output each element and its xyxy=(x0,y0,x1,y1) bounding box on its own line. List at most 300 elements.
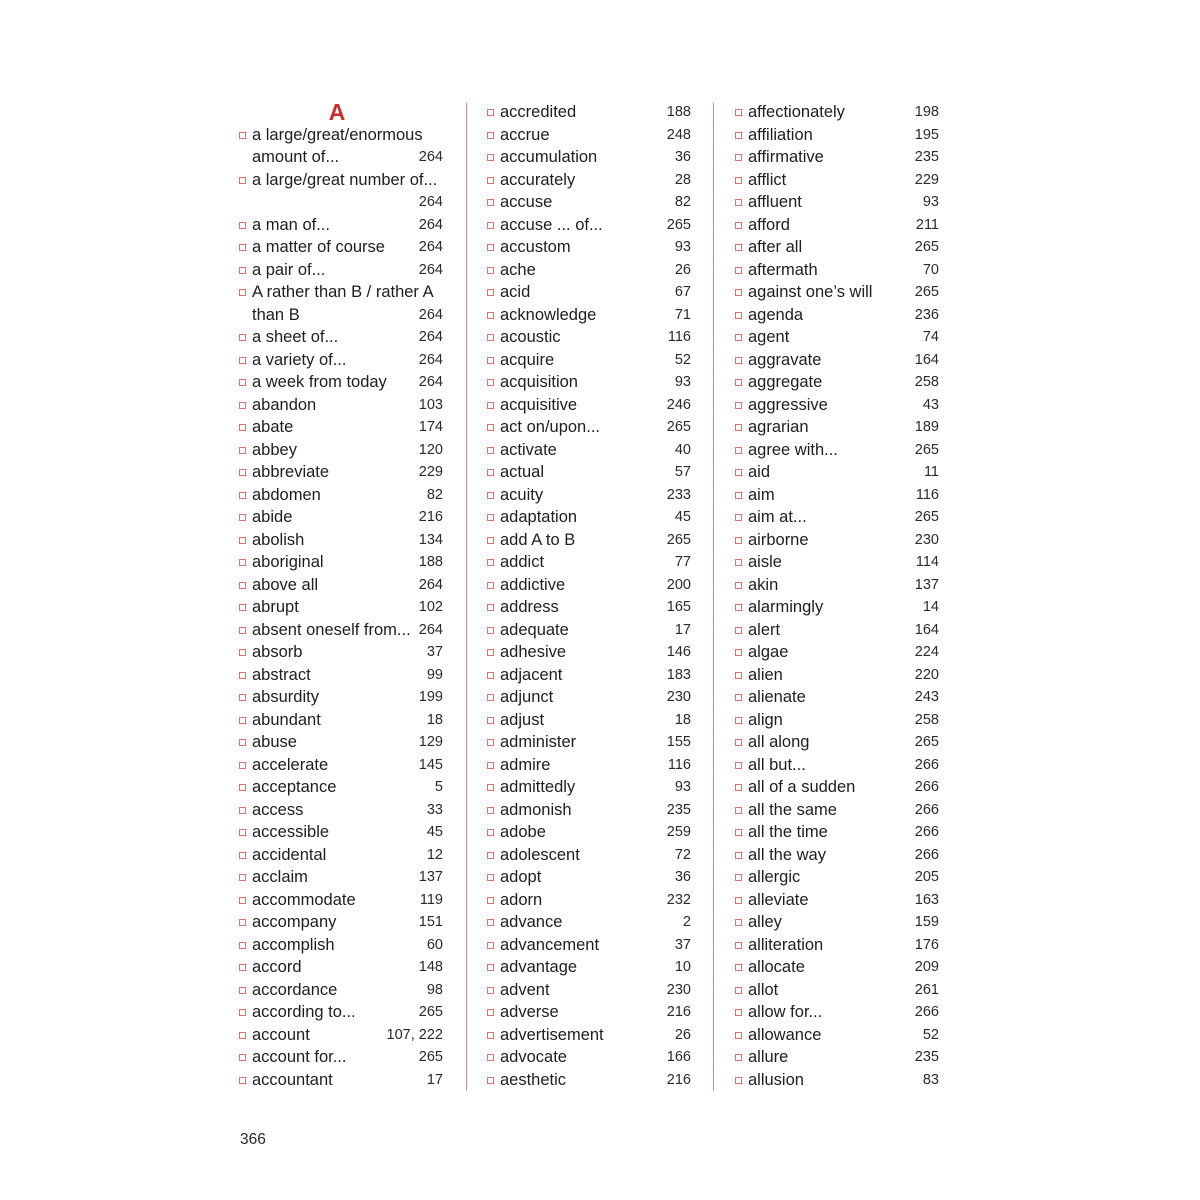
entry-term: abide xyxy=(252,508,293,526)
index-entry xyxy=(735,844,939,867)
checkbox-icon[interactable] xyxy=(239,244,246,251)
checkbox-icon[interactable] xyxy=(487,694,494,701)
entry-term: abbey xyxy=(252,440,297,459)
checkbox-icon[interactable] xyxy=(487,447,494,454)
entry-term: accelerate xyxy=(252,755,329,774)
index-entry xyxy=(239,709,443,732)
entry-page-number: 199 xyxy=(418,689,443,705)
entry-term: airborne xyxy=(748,530,809,549)
index-column-2 xyxy=(487,101,691,1091)
checkbox-icon[interactable] xyxy=(239,402,246,409)
checkbox-icon[interactable] xyxy=(487,424,494,431)
entry-term: allot xyxy=(748,980,779,999)
checkbox-icon[interactable] xyxy=(735,627,742,634)
checkbox-icon[interactable] xyxy=(735,154,742,161)
checkbox-icon[interactable] xyxy=(487,897,494,904)
checkbox-icon[interactable] xyxy=(487,357,494,364)
checkbox-icon[interactable] xyxy=(239,1077,246,1084)
entry-term: absorb xyxy=(252,643,303,661)
checkbox-icon[interactable] xyxy=(735,874,742,881)
entry-page-number: 164 xyxy=(914,621,939,638)
index-entry xyxy=(487,214,691,237)
checkbox-icon[interactable] xyxy=(735,807,742,814)
checkbox-icon[interactable] xyxy=(239,1054,246,1061)
entry-term: aboriginal xyxy=(252,553,324,571)
checkbox-icon[interactable] xyxy=(239,424,246,431)
checkbox-icon[interactable] xyxy=(735,177,742,184)
index-entry xyxy=(487,326,691,349)
index-entry xyxy=(735,911,939,934)
checkbox-icon[interactable] xyxy=(735,784,742,791)
entry-page-number: 264 xyxy=(418,576,443,593)
entry-term: alienate xyxy=(748,688,806,706)
checkbox-icon[interactable] xyxy=(239,897,246,904)
index-entry xyxy=(239,484,443,507)
index-entry xyxy=(487,1046,691,1069)
index-entry xyxy=(735,641,939,664)
entry-page-number: 264 xyxy=(418,261,443,278)
entry-term: after all xyxy=(748,238,803,256)
entry-term: accomplish xyxy=(252,935,335,954)
entry-term: absent oneself from... xyxy=(252,620,411,639)
checkbox-icon[interactable] xyxy=(239,672,246,679)
checkbox-icon[interactable] xyxy=(487,829,494,836)
entry-term: accommodate xyxy=(252,890,356,909)
checkbox-icon[interactable] xyxy=(239,919,246,926)
checkbox-icon[interactable] xyxy=(487,154,494,161)
checkbox-icon[interactable] xyxy=(487,649,494,656)
index-entry xyxy=(487,911,691,934)
entry-page-number: 14 xyxy=(922,599,939,615)
entry-term: advertisement xyxy=(500,1025,604,1044)
checkbox-icon[interactable] xyxy=(239,717,246,724)
index-entry xyxy=(487,574,691,597)
checkbox-icon[interactable] xyxy=(487,514,494,521)
checkbox-icon[interactable] xyxy=(487,987,494,994)
checkbox-icon[interactable] xyxy=(735,559,742,566)
entry-term: a week from today xyxy=(252,373,387,391)
index-entry xyxy=(735,686,939,709)
entry-page-number: 235 xyxy=(666,801,691,818)
index-entry xyxy=(487,866,691,889)
checkbox-icon[interactable] xyxy=(735,289,742,296)
checkbox-icon[interactable] xyxy=(239,447,246,454)
entry-page-number: 236 xyxy=(914,306,939,323)
index-entry xyxy=(487,259,691,282)
entry-term: aggregate xyxy=(748,373,823,391)
index-entry xyxy=(239,596,443,619)
index-entry xyxy=(735,821,939,844)
entry-term: aggravate xyxy=(748,350,822,369)
checkbox-icon[interactable] xyxy=(735,1009,742,1016)
entry-page-number: 33 xyxy=(426,801,443,818)
checkbox-icon[interactable] xyxy=(735,312,742,319)
index-entry xyxy=(239,821,443,844)
checkbox-icon[interactable] xyxy=(487,1077,494,1084)
entry-term: against one’s will xyxy=(748,283,873,301)
checkbox-icon[interactable] xyxy=(239,829,246,836)
checkbox-icon[interactable] xyxy=(239,807,246,814)
index-entry xyxy=(487,191,691,214)
index-entry xyxy=(735,461,939,484)
checkbox-icon[interactable] xyxy=(239,222,246,229)
checkbox-icon[interactable] xyxy=(239,469,246,476)
entry-term: adaptation xyxy=(500,508,578,526)
checkbox-icon[interactable] xyxy=(487,852,494,859)
checkbox-icon[interactable] xyxy=(239,1009,246,1016)
index-entry xyxy=(487,596,691,619)
entry-page-number: 265 xyxy=(914,734,939,750)
index-entry xyxy=(735,281,939,304)
entry-page-number: 151 xyxy=(418,914,443,930)
index-entry xyxy=(735,1046,939,1069)
entry-page-number: 266 xyxy=(914,756,939,773)
index-entry xyxy=(487,1024,691,1047)
checkbox-icon[interactable] xyxy=(239,739,246,746)
index-entry xyxy=(487,281,691,304)
checkbox-icon[interactable] xyxy=(487,402,494,409)
entry-page-number: 248 xyxy=(666,126,691,143)
entry-term: acoustic xyxy=(500,328,561,346)
entry-page-number: 26 xyxy=(674,1026,691,1043)
index-entry xyxy=(239,506,443,529)
checkbox-icon[interactable] xyxy=(735,469,742,476)
entry-term: admonish xyxy=(500,800,572,819)
checkbox-icon[interactable] xyxy=(239,874,246,881)
entry-page-number: 220 xyxy=(914,666,939,683)
checkbox-icon[interactable] xyxy=(735,694,742,701)
entry-page-number: 229 xyxy=(914,171,939,188)
checkbox-icon[interactable] xyxy=(239,559,246,566)
index-entry xyxy=(239,776,443,799)
checkbox-icon[interactable] xyxy=(239,582,246,589)
checkbox-icon[interactable] xyxy=(735,739,742,746)
entry-term: acquisitive xyxy=(500,395,578,414)
checkbox-icon[interactable] xyxy=(239,852,246,859)
checkbox-icon[interactable] xyxy=(735,244,742,251)
entry-page-number: 134 xyxy=(418,531,443,548)
entry-term: addictive xyxy=(500,575,566,594)
checkbox-icon[interactable] xyxy=(487,199,494,206)
checkbox-icon[interactable] xyxy=(487,672,494,679)
checkbox-icon[interactable] xyxy=(239,537,246,544)
entry-term: abate xyxy=(252,418,294,436)
checkbox-icon[interactable] xyxy=(487,1054,494,1061)
entry-term: a sheet of... xyxy=(252,328,339,346)
entry-page-number: 258 xyxy=(914,711,939,728)
entry-page-number: 18 xyxy=(426,711,443,728)
checkbox-icon[interactable] xyxy=(735,109,742,116)
entry-term: accordance xyxy=(252,980,338,999)
checkbox-icon[interactable] xyxy=(487,492,494,499)
checkbox-icon[interactable] xyxy=(487,739,494,746)
index-entry xyxy=(239,326,443,349)
checkbox-icon[interactable] xyxy=(487,379,494,386)
index-entry xyxy=(239,619,443,642)
entry-term: advent xyxy=(500,980,550,999)
checkbox-icon[interactable] xyxy=(735,447,742,454)
entry-term: adjust xyxy=(500,710,545,729)
entry-page-number: 266 xyxy=(914,801,939,818)
checkbox-icon[interactable] xyxy=(487,784,494,791)
entry-page-number: 235 xyxy=(914,149,939,165)
entry-term: alley xyxy=(748,913,782,931)
entry-term: adhesive xyxy=(500,643,567,661)
checkbox-icon[interactable] xyxy=(487,177,494,184)
checkbox-icon[interactable] xyxy=(487,1032,494,1039)
index-entry xyxy=(735,664,939,687)
checkbox-icon[interactable] xyxy=(487,627,494,634)
checkbox-icon[interactable] xyxy=(735,357,742,364)
index-entry xyxy=(735,754,939,777)
index-entry xyxy=(735,101,939,124)
entry-page-number: 265 xyxy=(418,1004,443,1020)
checkbox-icon[interactable] xyxy=(239,694,246,701)
entry-term: aesthetic xyxy=(500,1070,567,1089)
index-entry xyxy=(487,484,691,507)
checkbox-icon[interactable] xyxy=(487,762,494,769)
entry-page-number: 159 xyxy=(914,914,939,930)
checkbox-icon[interactable] xyxy=(239,784,246,791)
index-entry xyxy=(239,1001,443,1024)
checkbox-icon[interactable] xyxy=(239,132,246,139)
checkbox-icon[interactable] xyxy=(735,514,742,521)
entry-page-number: 264 xyxy=(418,329,443,345)
entry-page-number: 259 xyxy=(666,824,691,840)
index-entry xyxy=(735,1069,939,1092)
entry-page-number: 265 xyxy=(914,239,939,255)
checkbox-icon[interactable] xyxy=(487,807,494,814)
entry-term: acquire xyxy=(500,350,555,369)
index-entry xyxy=(487,844,691,867)
entry-page-number: 146 xyxy=(666,644,691,660)
checkbox-icon[interactable] xyxy=(735,222,742,229)
checkbox-icon[interactable] xyxy=(735,199,742,206)
checkbox-icon[interactable] xyxy=(735,379,742,386)
entry-term: admittedly xyxy=(500,778,576,796)
checkbox-icon[interactable] xyxy=(239,514,246,521)
index-entry xyxy=(239,281,443,304)
checkbox-icon[interactable] xyxy=(735,492,742,499)
index-entry xyxy=(487,506,691,529)
checkbox-icon[interactable] xyxy=(239,334,246,341)
entry-page-number: 107, 222 xyxy=(386,1026,443,1043)
entry-page-number: 45 xyxy=(426,824,443,840)
entry-page-number: 26 xyxy=(674,261,691,278)
entry-term: ache xyxy=(500,260,536,279)
index-entry xyxy=(735,574,939,597)
checkbox-icon[interactable] xyxy=(487,604,494,611)
checkbox-icon[interactable] xyxy=(735,919,742,926)
checkbox-icon[interactable] xyxy=(487,267,494,274)
index-entry xyxy=(487,169,691,192)
entry-page-number: 98 xyxy=(426,981,443,998)
index-entry xyxy=(239,529,443,552)
checkbox-icon[interactable] xyxy=(735,649,742,656)
checkbox-icon[interactable] xyxy=(239,379,246,386)
index-entry xyxy=(239,349,443,372)
index-entry xyxy=(735,934,939,957)
checkbox-icon[interactable] xyxy=(487,312,494,319)
entry-page-number: 205 xyxy=(914,869,939,885)
checkbox-icon[interactable] xyxy=(239,1032,246,1039)
checkbox-icon[interactable] xyxy=(735,604,742,611)
index-entry xyxy=(487,1069,691,1092)
checkbox-icon[interactable] xyxy=(239,964,246,971)
checkbox-icon[interactable] xyxy=(735,897,742,904)
entry-page-number: 72 xyxy=(674,846,691,863)
index-entry xyxy=(239,866,443,889)
index-entry xyxy=(735,349,939,372)
checkbox-icon[interactable] xyxy=(239,177,246,184)
checkbox-icon[interactable] xyxy=(487,222,494,229)
entry-term: A rather than B / rather A xyxy=(252,283,434,301)
checkbox-icon[interactable] xyxy=(487,244,494,251)
entry-term: all of a sudden xyxy=(748,778,856,796)
checkbox-icon[interactable] xyxy=(239,987,246,994)
entry-page-number: 265 xyxy=(914,509,939,525)
entry-term: aim xyxy=(748,485,775,504)
entry-term: acceptance xyxy=(252,778,337,796)
checkbox-icon[interactable] xyxy=(239,762,246,769)
entry-term: acclaim xyxy=(252,868,308,886)
index-entry xyxy=(735,259,939,282)
entry-term: a matter of course xyxy=(252,238,385,256)
checkbox-icon[interactable] xyxy=(487,964,494,971)
entry-term: accumulation xyxy=(500,148,598,166)
entry-term: add A to B xyxy=(500,530,576,549)
index-entry xyxy=(735,619,939,642)
entry-page-number: 155 xyxy=(666,734,691,750)
entry-page-number: 233 xyxy=(666,486,691,503)
entry-term: accessible xyxy=(252,823,330,841)
entry-page-number: 174 xyxy=(418,419,443,435)
checkbox-icon[interactable] xyxy=(487,919,494,926)
checkbox-icon[interactable] xyxy=(735,267,742,274)
checkbox-icon[interactable] xyxy=(487,109,494,116)
checkbox-icon[interactable] xyxy=(487,132,494,139)
checkbox-icon[interactable] xyxy=(735,537,742,544)
entry-term: aim at... xyxy=(748,508,807,526)
checkbox-icon[interactable] xyxy=(487,582,494,589)
checkbox-icon[interactable] xyxy=(735,1077,742,1084)
entry-page-number: 67 xyxy=(674,284,691,300)
entry-term: adobe xyxy=(500,823,546,841)
entry-page-number: 265 xyxy=(666,419,691,435)
index-entry xyxy=(487,551,691,574)
entry-page-number: 17 xyxy=(426,1071,443,1088)
entry-page-number: 45 xyxy=(674,509,691,525)
entry-term: alert xyxy=(748,620,781,639)
checkbox-icon[interactable] xyxy=(239,492,246,499)
checkbox-icon[interactable] xyxy=(735,964,742,971)
checkbox-icon[interactable] xyxy=(239,267,246,274)
checkbox-icon[interactable] xyxy=(735,132,742,139)
entry-page-number: 216 xyxy=(666,1071,691,1088)
checkbox-icon[interactable] xyxy=(735,1032,742,1039)
entry-term: accountant xyxy=(252,1070,333,1089)
checkbox-icon[interactable] xyxy=(735,402,742,409)
checkbox-icon[interactable] xyxy=(487,1009,494,1016)
entry-page-number: 264 xyxy=(418,194,443,210)
entry-term: allow for... xyxy=(748,1003,823,1021)
checkbox-icon[interactable] xyxy=(735,717,742,724)
index-entry xyxy=(239,124,443,147)
index-entry xyxy=(735,416,939,439)
checkbox-icon[interactable] xyxy=(735,762,742,769)
entry-page-number: 232 xyxy=(666,891,691,908)
entry-term: all along xyxy=(748,733,810,751)
entry-page-number: 266 xyxy=(914,824,939,840)
entry-page-number: 266 xyxy=(914,779,939,795)
entry-page-number: 264 xyxy=(418,351,443,368)
entry-page-number: 230 xyxy=(914,531,939,548)
checkbox-icon[interactable] xyxy=(487,537,494,544)
index-entry xyxy=(239,664,443,687)
index-entry xyxy=(239,574,443,597)
checkbox-icon[interactable] xyxy=(735,942,742,949)
checkbox-icon[interactable] xyxy=(487,942,494,949)
checkbox-icon[interactable] xyxy=(239,289,246,296)
index-entry xyxy=(239,889,443,912)
checkbox-icon[interactable] xyxy=(487,559,494,566)
checkbox-icon[interactable] xyxy=(487,289,494,296)
checkbox-icon[interactable] xyxy=(735,852,742,859)
entry-page-number: 57 xyxy=(674,464,691,480)
index-entry xyxy=(487,146,691,169)
index-entry xyxy=(487,641,691,664)
checkbox-icon[interactable] xyxy=(487,469,494,476)
entry-page-number: 166 xyxy=(666,1049,691,1065)
entry-page-number: 216 xyxy=(666,1004,691,1020)
checkbox-icon[interactable] xyxy=(239,627,246,634)
entry-term: abolish xyxy=(252,530,305,549)
checkbox-icon[interactable] xyxy=(735,1054,742,1061)
entry-page-number: 243 xyxy=(914,689,939,705)
index-entry xyxy=(487,664,691,687)
entry-term: all the time xyxy=(748,823,828,841)
checkbox-icon[interactable] xyxy=(487,717,494,724)
checkbox-icon[interactable] xyxy=(735,424,742,431)
index-entry xyxy=(735,979,939,1002)
entry-term: accuse ... of... xyxy=(500,215,603,234)
checkbox-icon[interactable] xyxy=(735,334,742,341)
entry-page-number: 77 xyxy=(674,554,691,570)
column-divider xyxy=(713,103,714,1091)
entry-page-number: 99 xyxy=(426,666,443,683)
entry-page-number: 266 xyxy=(914,1004,939,1020)
checkbox-icon[interactable] xyxy=(487,334,494,341)
entry-term: activate xyxy=(500,440,557,459)
entry-page-number: 183 xyxy=(666,666,691,683)
checkbox-icon[interactable] xyxy=(735,672,742,679)
index-entry xyxy=(487,754,691,777)
checkbox-icon[interactable] xyxy=(487,874,494,881)
checkbox-icon[interactable] xyxy=(735,987,742,994)
entry-page-number: 264 xyxy=(418,621,443,638)
index-entry xyxy=(735,169,939,192)
entry-page-number: 261 xyxy=(914,981,939,998)
checkbox-icon[interactable] xyxy=(735,582,742,589)
checkbox-icon[interactable] xyxy=(239,942,246,949)
entry-term: aftermath xyxy=(748,260,818,279)
checkbox-icon[interactable] xyxy=(239,649,246,656)
checkbox-icon[interactable] xyxy=(735,829,742,836)
index-entry xyxy=(487,394,691,417)
checkbox-icon[interactable] xyxy=(239,604,246,611)
entry-term: addict xyxy=(500,553,545,571)
checkbox-icon[interactable] xyxy=(239,357,246,364)
